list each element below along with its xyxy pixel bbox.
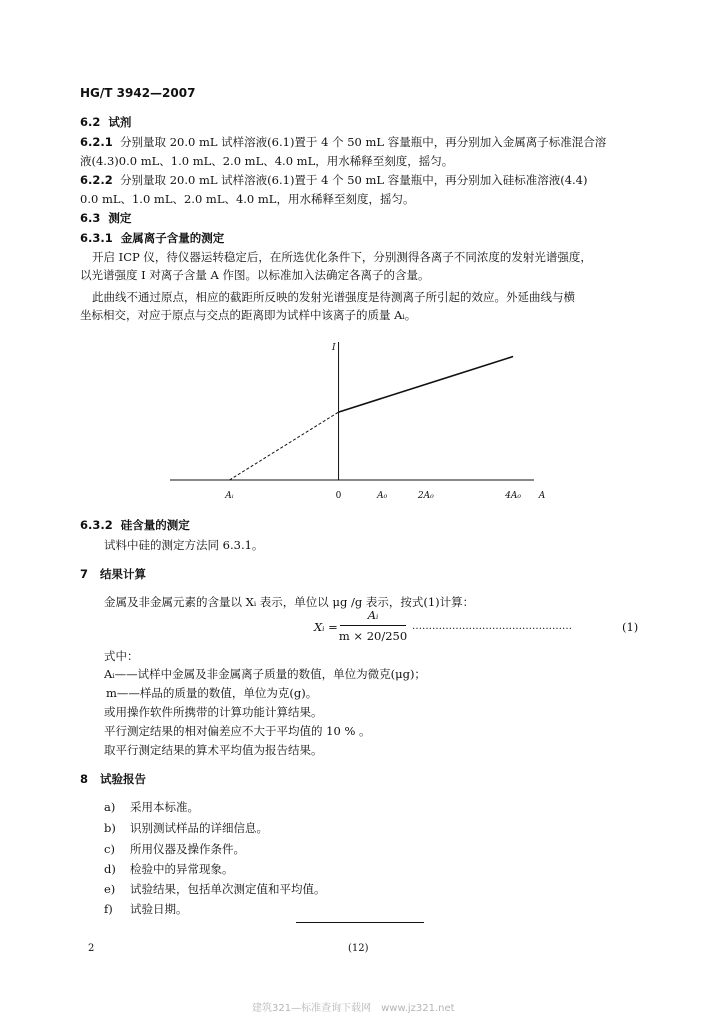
center-page-number: (12) — [348, 943, 369, 954]
clause-number: 6.3.1 — [80, 231, 113, 245]
paragraph-6-2-2-line1 — [80, 171, 587, 189]
section-8-heading — [80, 771, 146, 787]
paragraph-6-3-1-p1-line2: 以光谱强度 I 对离子含量 A 作图。以标准加入法确定各离子的含量。 — [80, 268, 430, 282]
item-letter: d) — [104, 862, 116, 876]
where-label: 式中： — [104, 649, 139, 663]
item-text: 试验结果，包括单次测定值和平均值。 — [130, 882, 326, 896]
paragraph-6-3-1-p1-line1: 开启 ICP 仪，待仪器运转稳定后，在所选优化条件下，分别测得各离子不同浓度的发射光谱强度， — [92, 250, 592, 264]
clause-number: 6.2.2 — [80, 173, 113, 187]
clause-number: 6.3.2 — [80, 518, 113, 532]
standard-addition-chart — [160, 330, 560, 510]
line-mean: 取平行测定结果的算术平均值为报告结果。 — [104, 743, 323, 757]
section-7-intro: 金属及非金属元素的含量以 Xᵢ 表示，单位以 μg /g 表示，按式(1)计算： — [104, 595, 475, 609]
report-item-e — [104, 880, 326, 898]
line-deviation: 平行测定结果的相对偏差应不大于平均值的 10 % 。 — [104, 724, 371, 738]
definition-ai: Aᵢ——试样中金属及非金属离子质量的数值，单位为微克(μg)； — [104, 667, 426, 681]
section-6-2-heading — [80, 114, 131, 130]
section-number: 6.2 — [80, 115, 101, 129]
paragraph-text: 分别量取 20.0 mL 试样溶液(6.1)置于 4 个 50 mL 容量瓶中，再分别加入硅标准溶液(4.4) — [120, 173, 588, 187]
report-item-a — [104, 798, 199, 816]
paragraph-6-2-1-line1 — [80, 133, 606, 151]
item-letter: a) — [104, 800, 116, 814]
document-id: HG/T 3942—2007 — [80, 86, 196, 100]
x-tick-label: A₀ — [377, 491, 388, 501]
report-item-f — [104, 900, 188, 918]
section-title: 试验报告 — [100, 772, 147, 786]
section-6-3-heading — [80, 210, 131, 226]
item-letter: b) — [104, 821, 116, 835]
item-text: 试验日期。 — [130, 902, 188, 916]
clause-title: 金属离子含量的测定 — [120, 231, 225, 245]
paragraph-6-3-2: 试料中硅的测定方法同 6.3.1。 — [104, 538, 264, 552]
section-6-3-1-heading — [80, 230, 224, 246]
item-letter: f) — [104, 902, 113, 916]
formula-numerator: Aᵢ — [367, 608, 379, 622]
formula-denominator: m × 20/250 — [338, 629, 408, 643]
watermark: 建筑321—标准查询下载网 www.jz321.net — [252, 1003, 455, 1014]
paragraph-6-2-1-line2: 液(4.3)0.0 mL、1.0 mL、2.0 mL、4.0 mL，用水稀释至刻度，摇匀。 — [80, 154, 454, 168]
section-title: 测定 — [108, 211, 132, 225]
paragraph-text: 分别量取 20.0 mL 试样溶液(6.1)置于 4 个 50 mL 容量瓶中，再分别加入金属离子标准混合溶 — [120, 135, 607, 149]
x-axis-label: A — [538, 491, 546, 501]
report-item-d — [104, 860, 234, 878]
item-text: 所用仪器及操作条件。 — [130, 842, 245, 856]
report-item-b — [104, 819, 268, 837]
x-tick-label: 4A₀ — [505, 491, 522, 501]
x-tick-label: 0 — [335, 491, 342, 501]
section-number: 6.3 — [80, 211, 101, 225]
clause-number: 6.2.1 — [80, 135, 113, 149]
section-number: 7 — [80, 567, 89, 581]
item-text: 检验中的异常现象。 — [130, 862, 234, 876]
fraction-bar — [340, 625, 406, 626]
definition-m: m——样品的质量的数值，单位为克(g)。 — [106, 686, 318, 700]
paragraph-6-3-1-p2-line1: 此曲线不通过原点，相应的截距所反映的发射光谱强度是待测离子所引起的效应。外延曲线与横 — [92, 290, 575, 304]
section-title: 结果计算 — [100, 567, 147, 581]
page-number: 2 — [88, 943, 95, 954]
formula-lhs: Xᵢ = — [314, 620, 338, 634]
x-tick-label: 2A₀ — [417, 491, 434, 501]
item-letter: c) — [104, 842, 115, 856]
paragraph-6-3-1-p2-line2: 坐标相交，对应于原点与交点的距离即为试样中该离子的质量 Aᵢ。 — [80, 308, 417, 322]
line-software: 或用操作软件所携带的计算功能计算结果。 — [104, 705, 323, 719]
section-6-3-2-heading — [80, 517, 190, 533]
y-axis-label: I — [331, 343, 336, 353]
series-line-extrapolated — [229, 412, 338, 480]
report-item-c — [104, 840, 245, 858]
end-rule — [296, 922, 424, 923]
clause-title: 硅含量的测定 — [120, 518, 190, 532]
paragraph-6-2-2-line2: 0.0 mL、1.0 mL、2.0 mL、4.0 mL，用水稀释至刻度，摇匀。 — [80, 192, 415, 206]
series-line-measured — [339, 357, 514, 413]
formula-number: (1) — [622, 620, 639, 634]
x-tick-label: Aᵢ — [225, 491, 234, 501]
section-title: 试剂 — [108, 115, 132, 129]
item-text: 识别测试样品的详细信息。 — [130, 821, 268, 835]
item-letter: e) — [104, 882, 116, 896]
section-number: 8 — [80, 772, 89, 786]
formula-leader: ………………………………………… — [412, 621, 572, 632]
section-7-heading — [80, 566, 146, 582]
item-text: 采用本标准。 — [130, 800, 199, 814]
